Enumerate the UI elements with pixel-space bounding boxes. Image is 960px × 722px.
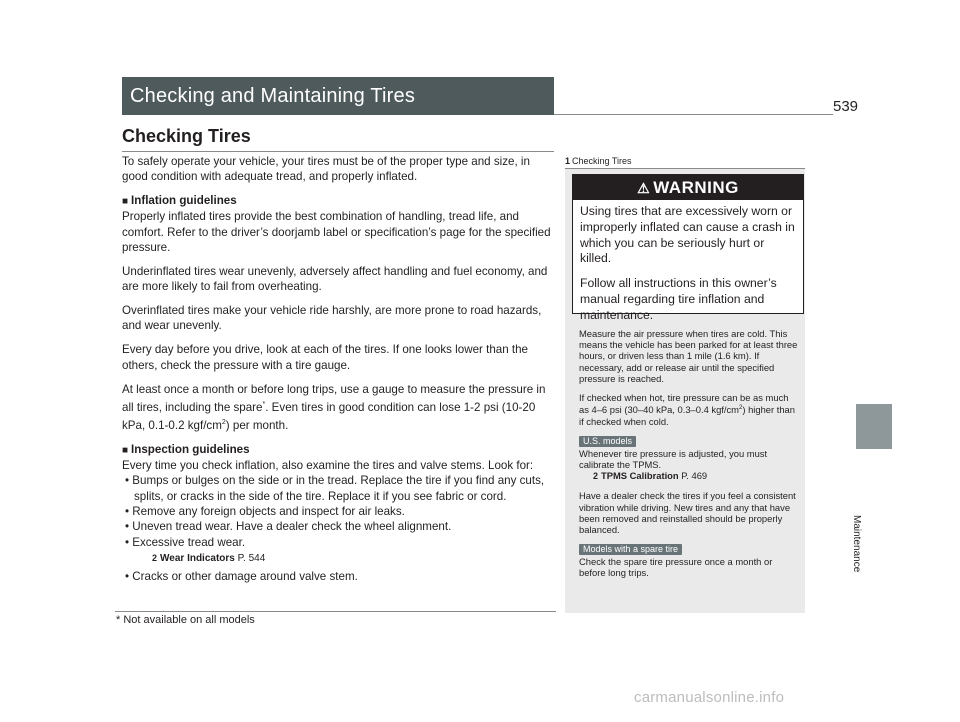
warning-text-2: Follow all instructions in this owner’s manual regarding tire inflation and maintenance. <box>580 276 777 322</box>
page-number: 539 <box>833 98 859 115</box>
xref-page: P. 469 <box>681 470 708 482</box>
bullet-item: • Cracks or other damage around valve stem. <box>125 570 358 584</box>
page-title: Checking Tires <box>122 126 251 146</box>
xref-label: Wear Indicators <box>160 552 235 564</box>
bullet-item: • Excessive tread wear. <box>125 535 246 549</box>
inflation-para-5 <box>122 382 556 434</box>
bullet-item: • Uneven tread wear. Have a dealer check the wheel alignment. <box>125 520 452 534</box>
footnote-divider <box>115 611 556 612</box>
xref-label: TPMS Calibration <box>601 470 679 482</box>
sidebar-ref-number: 1 <box>565 156 571 166</box>
footnote: * Not available on all models <box>116 614 255 626</box>
inflation-para-2: Underinflated tires wear unevenly, adversely affect handling and fuel economy, and are more likely to fail from overheating. <box>122 264 548 294</box>
sidebar-ref-label: Checking Tires <box>572 156 632 166</box>
superscript-2: 2 <box>739 405 743 412</box>
para5-part-a: At least once a month or before long trips, use a gauge to measure the pressure in all tires, including the spare <box>122 382 546 414</box>
sidebar-note-1: Measure the air pressure when tires are cold. This means the vehicle has been parked for at least three hours, or driven less than 1 mile (1.6 km). If necessary, add or release air until the specified pressure is reached. <box>579 328 798 384</box>
inflation-para-1: Properly inflated tires provide the best combination of handling, tread life, and comfort. Refer to the driver’s doorjamb label or specification’s page for the specified pressure. <box>122 210 551 255</box>
sidebar-note-3: Whenever tire pressure is adjusted, you must calibrate the TPMS. <box>579 447 768 470</box>
wear-indicators-link[interactable] <box>152 551 556 566</box>
title-divider <box>122 151 554 152</box>
main-column <box>122 154 556 584</box>
sidebar-note-2 <box>579 392 799 427</box>
section-tab-label: Maintenance <box>851 515 862 573</box>
inflation-heading-text: Inflation guidelines <box>131 194 237 208</box>
bullet-text: Remove any foreign objects and inspect for air leaks. <box>132 504 405 518</box>
inspection-heading <box>122 442 556 458</box>
cross-reference-icon: 2 <box>593 471 599 482</box>
note2-part-b: ) higher than if checked when cold. <box>579 404 795 427</box>
bullet-item: • Remove any foreign objects and inspect for air leaks. <box>125 504 405 518</box>
para5-part-c: ) per month. <box>225 418 289 432</box>
inspection-intro: Every time you check inflation, also examine the tires and valve stems. Look for: <box>122 459 534 473</box>
bullet-item: • Bumps or bulges on the side or in the tread. Replace the tire if you find any cuts, splits, or cracks in the side of the tire. Replace it if you see fabric or cord. <box>125 474 545 503</box>
bullet-text: Cracks or other damage around valve stem. <box>132 570 358 584</box>
bullet-text: Bumps or bulges on the side or in the tread. Replace the tire if you find any cuts, splits, or cracks in the side of the tire. Replace it if you see fabric or cord. <box>132 474 545 503</box>
section-tab-marker <box>856 404 892 449</box>
footnote-star: * <box>262 400 266 408</box>
section-title: Checking and Maintaining Tires <box>130 85 416 107</box>
section-banner <box>122 77 554 115</box>
warning-box <box>572 174 804 322</box>
tpms-calibration-link[interactable] <box>593 470 799 482</box>
inflation-heading <box>122 193 556 209</box>
model-tag-spare: Models with a spare tire <box>579 544 682 555</box>
square-bullet-icon: ■ <box>122 444 129 456</box>
warning-header <box>573 175 803 200</box>
warning-body <box>573 200 803 324</box>
cross-reference-icon: 2 <box>152 552 158 563</box>
square-bullet-icon: ■ <box>122 196 129 208</box>
para5-part-b: . Even tires in good condition can lose 1-2 psi (10-20 kPa, 0.1-0.2 kgf/cm <box>122 400 536 432</box>
sidebar-note-4: Have a dealer check the tires if you feel a consistent vibration while driving. New tires and any that have been removed and reinstalled should be properly balanced. <box>579 490 796 535</box>
section-rule <box>554 114 833 115</box>
warning-text-1: Using tires that are excessively worn or improperly inflated can cause a crash in which you can be seriously hurt or killed. <box>580 204 795 266</box>
inflation-para-4: Every day before you drive, look at each of the tires. If one looks lower than the others, check the pressure with a tire gauge. <box>122 343 529 372</box>
model-tag-us: U.S. models <box>579 436 636 447</box>
sidebar-note-5: Check the spare tire pressure once a month or before long trips. <box>579 556 773 579</box>
warning-triangle-icon: ⚠ <box>637 180 651 196</box>
intro-paragraph: To safely operate your vehicle, your tires must be of the proper type and size, in good condition with adequate tread, and properly inflated. <box>122 155 530 184</box>
superscript-2: 2 <box>221 418 226 426</box>
warning-title: WARNING <box>653 178 739 197</box>
sidebar-notes <box>579 328 799 579</box>
inflation-para-3: Overinflated tires make your vehicle ride harshly, are more prone to road hazards, and wear unevenly. <box>122 304 542 333</box>
xref-page: P. 544 <box>237 552 266 564</box>
bullet-text: Excessive tread wear. <box>132 535 246 549</box>
watermark: carmanualsonline.info <box>634 689 785 706</box>
note2-part-a: If checked when hot, tire pressure can be as much as 4–6 psi (30–40 kPa, 0.3–0.4 kgf/cm <box>579 392 789 416</box>
sidebar-label <box>565 156 632 166</box>
inspection-heading-text: Inspection guidelines <box>131 442 250 456</box>
bullet-text: Uneven tread wear. Have a dealer check the wheel alignment. <box>132 520 452 534</box>
